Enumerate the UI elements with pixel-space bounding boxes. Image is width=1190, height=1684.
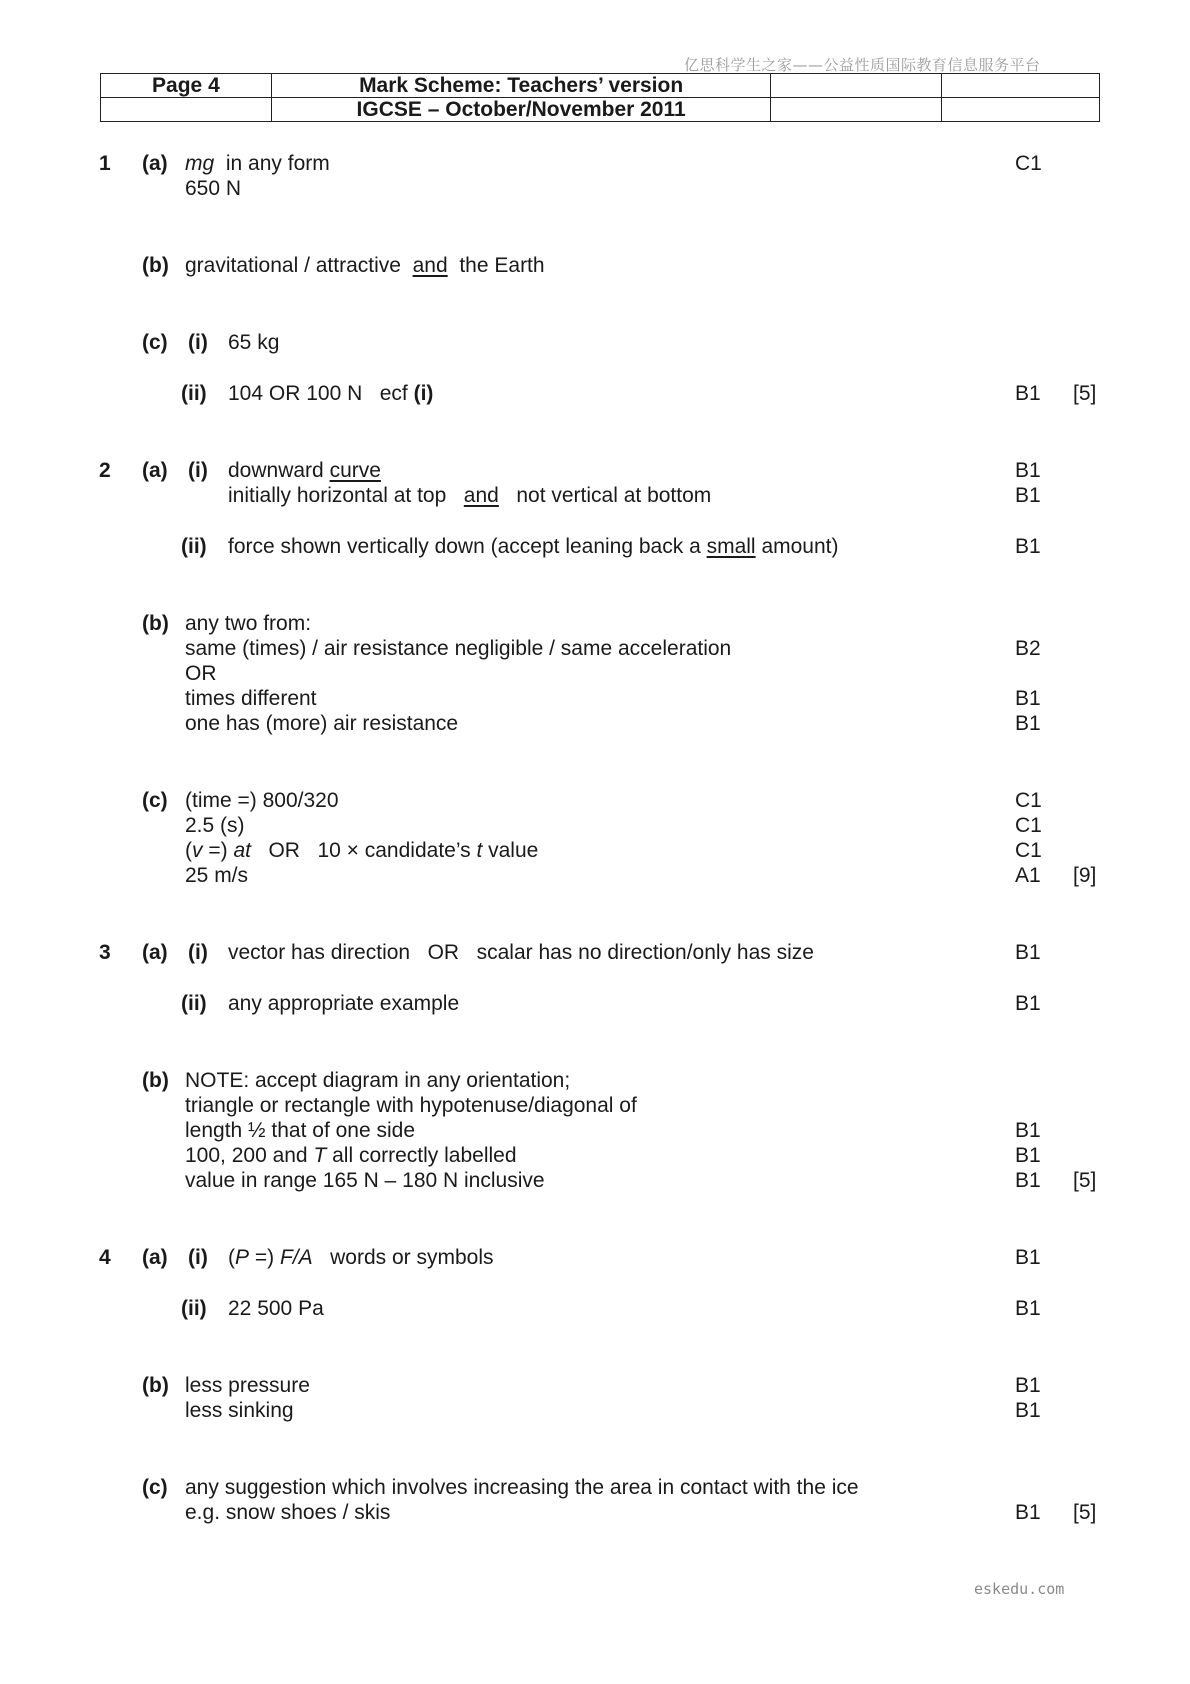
q1-c-i	[0, 330, 1190, 356]
q2-b-line3	[0, 661, 1190, 687]
mark: C1	[1015, 839, 1042, 862]
q2-b-line4	[0, 686, 1190, 712]
answer-text: 2.5 (s)	[185, 814, 245, 837]
answer-text: vector has direction OR scalar has no direction/only has size	[228, 941, 814, 964]
answer-text: triangle or rectangle with hypotenuse/diagonal of	[185, 1094, 637, 1117]
answer-text: length ½ that of one side	[185, 1119, 416, 1142]
answer-text: downward curve	[228, 459, 381, 482]
mark: B1	[1015, 992, 1041, 1015]
header-empty-cell	[101, 98, 272, 122]
q4-c-line2	[0, 1500, 1190, 1526]
subpart-label: (ii)	[181, 992, 207, 1015]
mark: A1	[1015, 864, 1041, 887]
answer-text: (v =) at OR 10 × candidate’s t value	[185, 839, 539, 862]
mark: B1	[1015, 1246, 1041, 1269]
header-empty-cell	[942, 74, 1100, 98]
mark: B1	[1015, 535, 1041, 558]
header-table	[100, 73, 1100, 122]
answer-text: (P =) F/A words or symbols	[228, 1246, 494, 1269]
question-number: 1	[99, 152, 111, 175]
part-label: (b)	[142, 1069, 169, 1092]
header-empty-cell	[771, 74, 942, 98]
subpart-label: (i)	[188, 941, 208, 964]
watermark-top: 亿思科学生之家——公益性质国际教育信息服务平台	[684, 56, 1041, 74]
answer-text: initially horizontal at top and not vertical at bottom	[228, 484, 712, 507]
answer-text: any suggestion which involves increasing the area in contact with the ice	[185, 1476, 859, 1499]
answer-text: less sinking	[185, 1399, 294, 1422]
subpart-label: (ii)	[181, 1297, 207, 1320]
mark: C1	[1015, 152, 1042, 175]
question-total: [5]	[1073, 1169, 1097, 1192]
q1-a-line1	[0, 151, 1190, 177]
q4-c-line1	[0, 1475, 1190, 1501]
part-label: (a)	[142, 459, 168, 482]
q3-b-line2	[0, 1093, 1190, 1119]
part-label: (b)	[142, 612, 169, 635]
answer-text: force shown vertically down (accept leaning back a small amount)	[228, 535, 839, 558]
q2-c-line1	[0, 788, 1190, 814]
q2-b-line1	[0, 611, 1190, 637]
part-label: (a)	[142, 1246, 168, 1269]
part-label: (c)	[142, 789, 168, 812]
subpart-label: (ii)	[181, 382, 207, 405]
answer-text: less pressure	[185, 1374, 310, 1397]
q3-b-line5	[0, 1168, 1190, 1194]
answer-text: times different	[185, 687, 317, 710]
mark: B1	[1015, 1374, 1041, 1397]
mark: B1	[1015, 941, 1041, 964]
answer-text: 100, 200 and T all correctly labelled	[185, 1144, 517, 1167]
q2-a-i-line1	[0, 458, 1190, 484]
header-empty-cell	[771, 98, 942, 122]
q3-a-i	[0, 940, 1190, 966]
subpart-label: (i)	[188, 1246, 208, 1269]
part-label: (c)	[142, 331, 168, 354]
mark: B1	[1015, 1169, 1041, 1192]
question-total: [5]	[1073, 382, 1097, 405]
q2-a-i-line2	[0, 483, 1190, 509]
mark: B1	[1015, 1144, 1041, 1167]
mark: B1	[1015, 382, 1041, 405]
q4-b-line1	[0, 1373, 1190, 1399]
part-label: (a)	[142, 152, 168, 175]
question-number: 4	[99, 1246, 111, 1269]
mark: B1	[1015, 459, 1041, 482]
q4-b-line2	[0, 1398, 1190, 1424]
answer-text: e.g. snow shoes / skis	[185, 1501, 391, 1524]
answer-text: 25 m/s	[185, 864, 249, 887]
q4-a-i	[0, 1245, 1190, 1271]
subpart-label: (i)	[188, 459, 208, 482]
answer-text: value in range 165 N – 180 N inclusive	[185, 1169, 545, 1192]
answer-text: 65 kg	[228, 331, 280, 354]
q2-c-line2	[0, 813, 1190, 839]
q2-b-line2	[0, 636, 1190, 662]
part-label: (c)	[142, 1476, 168, 1499]
question-total: [9]	[1073, 864, 1097, 887]
q2-b-line5	[0, 711, 1190, 737]
subpart-label: (i)	[188, 331, 208, 354]
answer-text: 22 500 Pa	[228, 1297, 324, 1320]
q3-b-line4	[0, 1143, 1190, 1169]
question-number: 3	[99, 941, 111, 964]
page-number: Page 4	[101, 74, 272, 98]
part-label: (b)	[142, 254, 169, 277]
answer-text: any appropriate example	[228, 992, 460, 1015]
q1-a-line2	[0, 176, 1190, 202]
answer-text: (time =) 800/320	[185, 789, 339, 812]
mark: C1	[1015, 789, 1042, 812]
exam-session: IGCSE – October/November 2011	[271, 98, 771, 122]
mark: C1	[1015, 814, 1042, 837]
answer-text: NOTE: accept diagram in any orientation;	[185, 1069, 571, 1092]
q1-c-ii	[0, 381, 1190, 407]
q2-c-line3	[0, 838, 1190, 864]
document-title: Mark Scheme: Teachers’ version	[271, 74, 771, 98]
mark: B1	[1015, 1297, 1041, 1320]
q1-b	[0, 253, 1190, 279]
question-number: 2	[99, 459, 111, 482]
answer-text: one has (more) air resistance	[185, 712, 459, 735]
part-label: (a)	[142, 941, 168, 964]
watermark-bottom: eskedu.com	[974, 1580, 1065, 1598]
answer-text: 650 N	[185, 177, 242, 200]
mark: B2	[1015, 637, 1041, 660]
mark: B1	[1015, 687, 1041, 710]
answer-text: mg in any form	[185, 152, 330, 175]
q3-b-line3	[0, 1118, 1190, 1144]
q4-a-ii	[0, 1296, 1190, 1322]
answer-text: same (times) / air resistance negligible / same acceleration	[185, 637, 732, 660]
mark: B1	[1015, 1501, 1041, 1524]
answer-text: any two from:	[185, 612, 312, 635]
q2-a-ii	[0, 534, 1190, 560]
answer-text: OR	[185, 662, 217, 685]
mark: B1	[1015, 1399, 1041, 1422]
mark: B1	[1015, 484, 1041, 507]
answer-text: 104 OR 100 N ecf (i)	[228, 382, 434, 405]
question-total: [5]	[1073, 1501, 1097, 1524]
part-label: (b)	[142, 1374, 169, 1397]
mark: B1	[1015, 1119, 1041, 1142]
header-empty-cell	[942, 98, 1100, 122]
mark: B1	[1015, 712, 1041, 735]
q2-c-line4	[0, 863, 1190, 889]
q3-b-line1	[0, 1068, 1190, 1094]
answer-text: gravitational / attractive and the Earth	[185, 254, 545, 277]
q3-a-ii	[0, 991, 1190, 1017]
subpart-label: (ii)	[181, 535, 207, 558]
